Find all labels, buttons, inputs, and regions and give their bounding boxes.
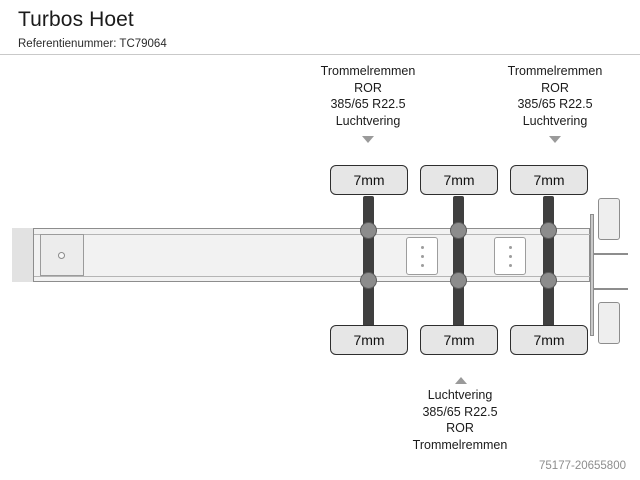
rear-cross-bar-1 (594, 253, 628, 255)
frame-detail-dot (421, 264, 424, 267)
hub-axle-3-top (540, 222, 557, 239)
annotation-axle-1-line-3: 385/65 R22.5 (330, 97, 406, 111)
annotation-axle-2-line-1: Luchtvering (427, 388, 493, 402)
chassis-line-bottom (12, 276, 590, 277)
annotation-axle-3-line-1: Trommelremmen (507, 64, 603, 78)
axle-1 (363, 196, 374, 344)
tyre-tread-bottom-3: 7mm (510, 325, 588, 355)
rear-bumper-left (598, 198, 620, 240)
frame-detail-dot (421, 246, 424, 249)
annotation-axle-1-line-4: Luchtvering (335, 113, 401, 128)
tyre-tread-top-3: 7mm (510, 165, 588, 195)
hub-axle-2-bottom (450, 272, 467, 289)
footer-code: 75177-20655800 (539, 460, 626, 472)
chassis-line-top (12, 234, 590, 235)
axle-2 (453, 196, 464, 344)
annotation-axle-1-line-2: ROR (354, 80, 382, 95)
frame-detail-dot (509, 264, 512, 267)
reference-number: Referentienummer: TC79064 (18, 38, 167, 50)
annotation-axle-1-line-1: Trommelremmen (320, 64, 416, 78)
hub-axle-2-top (450, 222, 467, 239)
annotation-axle-3-line-3: 385/65 R22.5 (517, 97, 593, 111)
kingpin (58, 252, 65, 259)
axle-3 (543, 196, 554, 344)
tyre-tread-bottom-1: 7mm (330, 325, 408, 355)
frame-detail-dot (421, 255, 424, 258)
trailer-nose (12, 228, 34, 282)
annotation-axle-3-line-2: ROR (541, 80, 569, 95)
annotation-axle-3-line-4: Luchtvering (522, 113, 588, 128)
hub-axle-1-bottom (360, 272, 377, 289)
frame-detail-box-1 (406, 237, 438, 275)
tyre-tread-bottom-2: 7mm (420, 325, 498, 355)
page-title: Turbos Hoet (18, 8, 134, 31)
tyre-tread-top-1: 7mm (330, 165, 408, 195)
hub-axle-1-top (360, 222, 377, 239)
tyre-tread-top-2: 7mm (420, 165, 498, 195)
annotation-axle-2-line-3: ROR (446, 421, 474, 435)
rear-bumper-right (598, 302, 620, 344)
annotation-axle-2-line-4: Trommelremmen (412, 437, 508, 452)
frame-detail-dot (509, 246, 512, 249)
rear-cross-bar-2 (594, 288, 628, 290)
frame-detail-box-2 (494, 237, 526, 275)
hub-axle-3-bottom (540, 272, 557, 289)
annotation-axle-2-line-2: 385/65 R22.5 (422, 404, 498, 419)
rear-frame-post (590, 214, 594, 336)
frame-detail-dot (509, 255, 512, 258)
